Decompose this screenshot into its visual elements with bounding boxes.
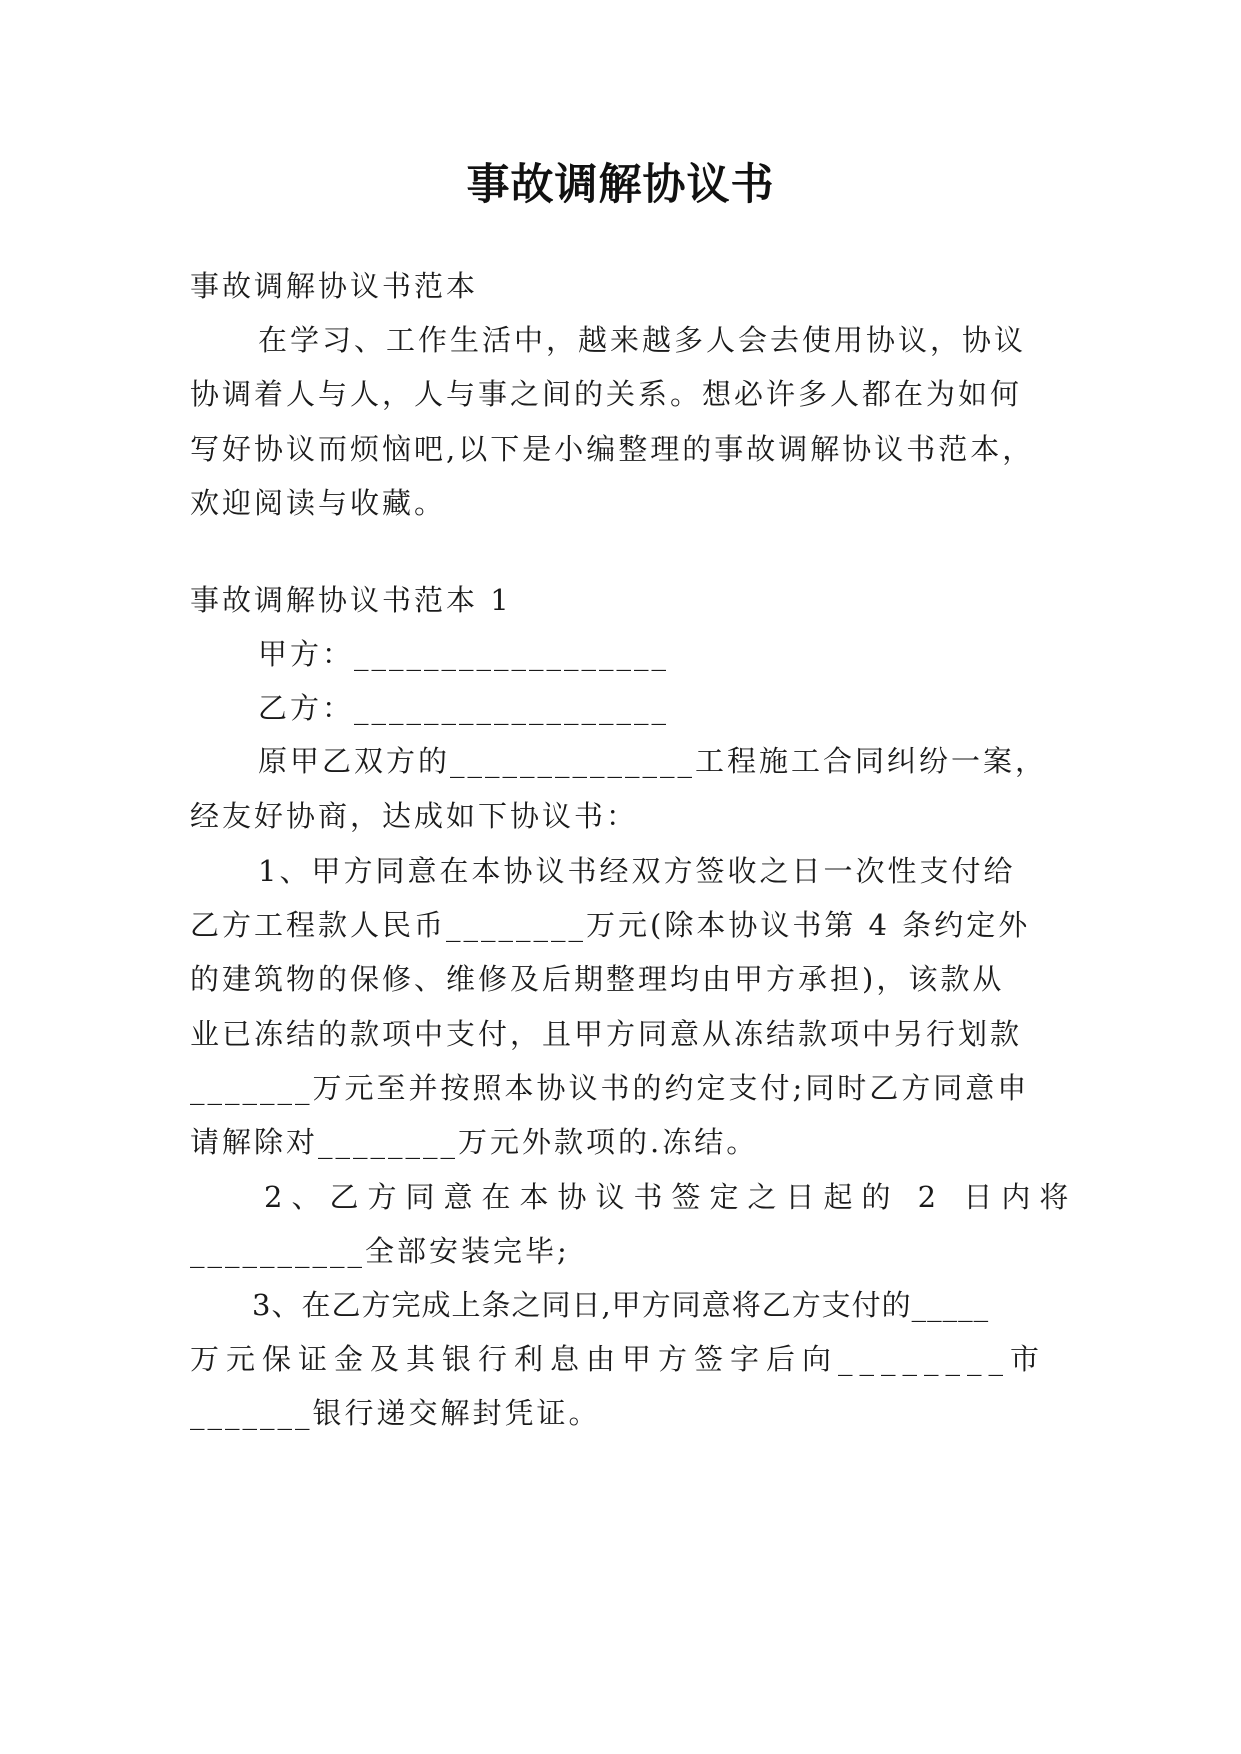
clause-intro-line: 原甲乙双方的______________工程施工合同纠纷一案， [258,744,1048,778]
intro-line: 在学习、工作生活中，越来越多人会去使用协议，协议 [258,323,1027,357]
clause1-line: 的建筑物的保修、维修及后期整理均由甲方承担)，该款从 [190,962,1005,996]
party-b-line: 乙方：__________________ [258,691,670,725]
clause1-line: 1、甲方同意在本协议书经双方签收之日一次性支付给 [258,854,1016,888]
clause3-line: _______银行递交解封凭证。 [190,1396,601,1430]
clause1-line: 业已冻结的款项中支付，且甲方同意从冻结款项中另行划款 [190,1017,1023,1051]
clause1-line: 乙方工程款人民币________万元(除本协议书第 4 条约定外 [190,908,1031,942]
clause3-line: 万元保证金及其银行利息由甲方签字后向________市 [190,1342,1047,1376]
clause3-line: 3、在乙方完成上条之同日,甲方同意将乙方支付的_____ [252,1288,990,1322]
clause-intro-line: 经友好协商，达成如下协议书： [190,799,639,833]
intro-line: 欢迎阅读与收藏。 [190,486,447,520]
party-a-line: 甲方：__________________ [258,637,670,671]
intro-line: 写好协议而烦恼吧,以下是小编整理的事故调解协议书范本， [190,432,1035,466]
clause2-line: __________全部安装完毕; [190,1234,570,1268]
intro-line: 协调着人与人，人与事之间的关系。想必许多人都在为如何 [190,377,1023,411]
intro-heading: 事故调解协议书范本 [190,269,479,303]
document-title: 事故调解协议书 [466,160,775,210]
clause2-line: 2、乙方同意在本协议书签定之日起的 2 日内将 [264,1180,1078,1214]
clause1-line: _______万元至并按照本协议书的约定支付;同时乙方同意申 [190,1071,1030,1105]
sample-heading: 事故调解协议书范本 1 [190,583,512,617]
clause1-line: 请解除对________万元外款项的.冻结。 [190,1125,759,1159]
